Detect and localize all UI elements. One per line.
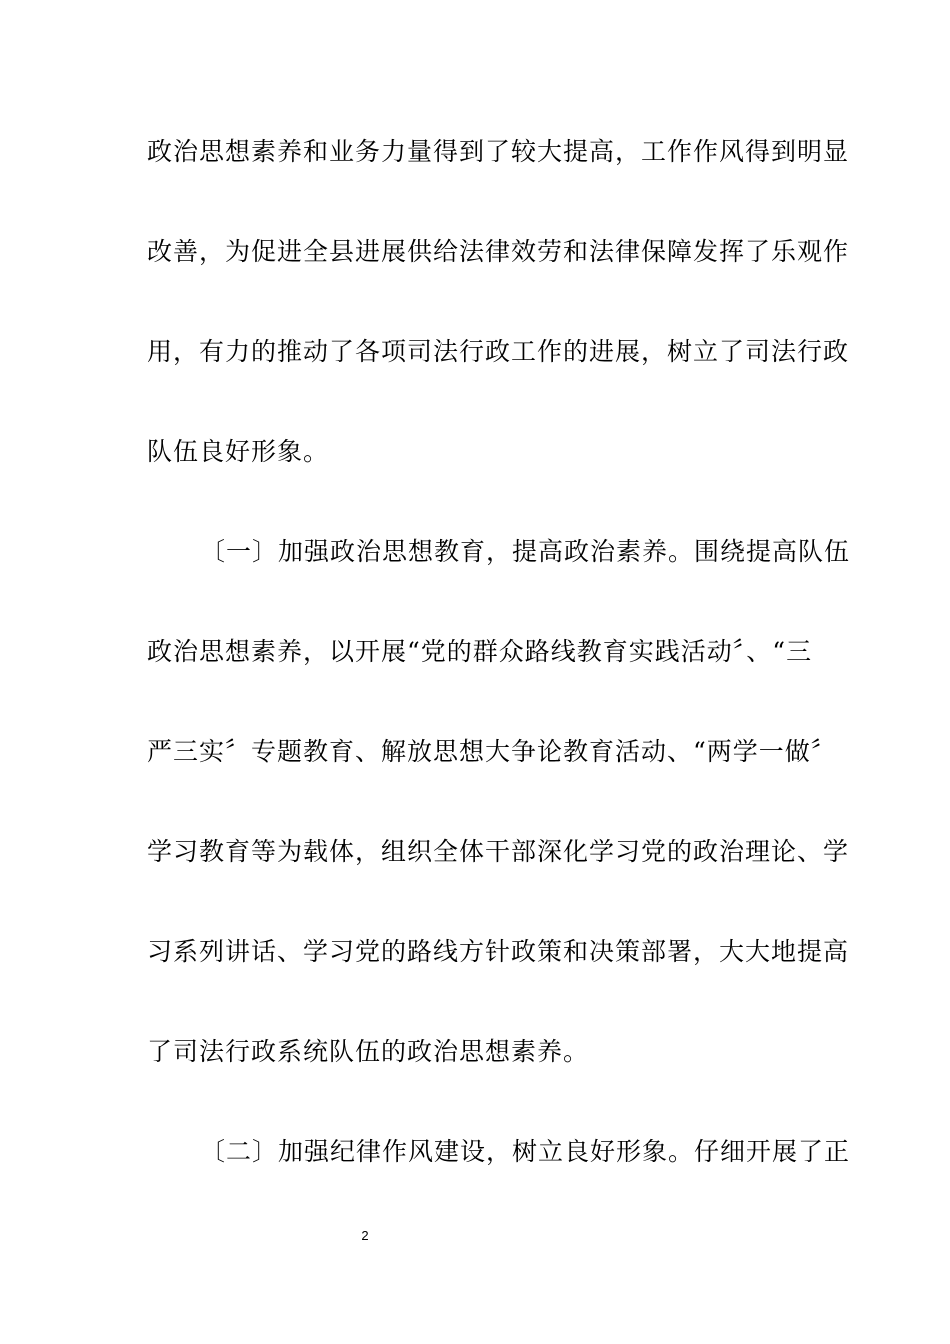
text-line-2: 改善，为促进全县进展供给法律效劳和法律保障发挥了乐观作 <box>147 237 850 266</box>
text-line-10: 了司法行政系统队伍的政治思想素养。 <box>147 1037 590 1066</box>
paragraph-1-heading-line: 〔一〕加强政治思想教育，提高政治素养。围绕提高队伍 <box>200 537 851 566</box>
text-line-8: 学习教育等为载体，组织全体干部深化学习党的政治理论、学 <box>147 837 850 866</box>
text-line-7: 严三实〞专题教育、解放思想大争论教育活动、“两学一做〞 <box>147 737 837 766</box>
page-number: 2 <box>361 1228 369 1243</box>
text-line-9: 习系列讲话、学习党的路线方针政策和决策部署，大大地提高 <box>147 937 850 966</box>
text-line-6: 政治思想素养，以开展“党的群众路线教育实践活动〞、“三 <box>147 637 813 666</box>
paragraph-2-heading-line: 〔二〕加强纪律作风建设，树立良好形象。仔细开展了正 <box>200 1137 851 1166</box>
text-line-1: 政治思想素养和业务力量得到了较大提高，工作作风得到明显 <box>147 137 850 166</box>
text-line-3: 用，有力的推动了各项司法行政工作的进展，树立了司法行政 <box>147 337 850 366</box>
text-line-4: 队伍良好形象。 <box>147 437 330 466</box>
